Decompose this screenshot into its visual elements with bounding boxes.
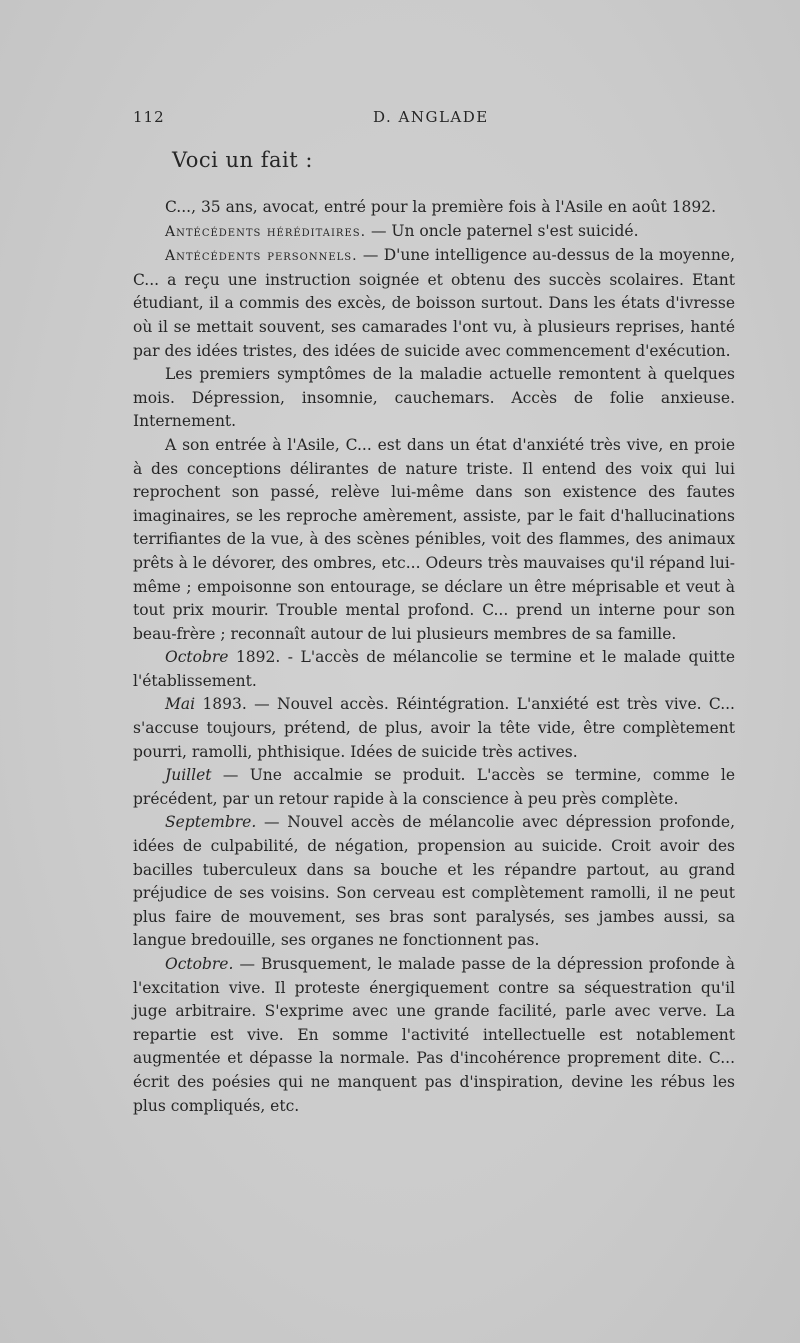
- section-lead: Antécédents personnels.: [165, 248, 358, 265]
- paragraph-case-intro: [133, 196, 735, 220]
- date-lead: Mai: [165, 695, 196, 714]
- body-text: [133, 196, 735, 1118]
- paragraph-personal: [133, 244, 735, 363]
- paragraph-text: A son entrée à l'Asile, C... est dans un état d'anxiété très vive, en proie à des conceptions délirantes de nature triste. Il entend des voix qui lui reprochent son passé, relève lui-même dans son existence des fautes imaginaires, se les reproche amèrement, assiste, par le fait d'hallucinations terrifiantes de la vue, à des scènes pénibles, voit des flammes, des animaux prêts à le dévorer, des ombres, etc... Odeurs très mauvaises qu'il répand lui-même ; empoisonne son entourage, se déclare un être méprisable et veut à tout prix mourir. Trouble mental profond. C... prend un interne pour son beau-frère ; reconnaît autour de lui plusieurs membres de sa famille.: [133, 435, 735, 643]
- paragraph-july: [133, 764, 735, 811]
- paragraph-text: — D'une intelligence au-dessus de la moyenne, C... a reçu une instruction soignée et obtenu des succès scolaires. Etant étudiant, il a commis des excès, de boisson surtout. Dans les états d'ivresse où il se mettait souvent, ses camarades l'ont vu, à plusieurs reprises, hanté par des idées tristes, des idées de suicide avec commencement d'exécution.: [133, 246, 735, 360]
- section-lead: Antécédents héréditaires.: [165, 223, 367, 240]
- page-header: [133, 108, 733, 132]
- intro-line: Voci un fait :: [172, 148, 313, 172]
- paragraph-text: — Nouvel accès de mélancolie avec dépression profonde, idées de culpabilité, de négation, propension au suicide. Croit avoir des bacilles tuberculeux dans sa bouche et les répandre partout, au grand préjudice de ses voisins. Son cerveau est complètement ramolli, il ne peut plus faire de mouvement, ses bras sont paralysés, ses jambes aussi, sa langue bredouille, ses organes ne fonctionnent pas.: [133, 813, 735, 950]
- paragraph-text: 1892. - L'accès de mélancolie se termine et le malade quitte l'établissement.: [133, 648, 735, 690]
- paragraph-admission: [133, 434, 735, 646]
- paragraph-text: — Brusquement, le malade passe de la dépression profonde à l'excitation vive. Il proteste énergiquement contre sa séquestration qu'il juge arbitraire. S'exprime avec une grande facilité, parle avec verve. La repartie est vive. En somme l'activité intellectuelle est notablement augmentée et dépasse la normale. Pas d'incohérence proprement dite. C... écrit des poésies qui ne manquent pas d'inspiration, devine les rébus les plus compliqués, etc.: [133, 955, 735, 1115]
- paragraph-text: C..., 35 ans, avocat, entré pour la première fois à l'Asile en août 1892.: [165, 198, 717, 216]
- paragraph-text: — Un oncle paternel s'est suicidé.: [366, 221, 639, 240]
- paragraph-october: [133, 953, 735, 1118]
- paragraph-may-1893: [133, 693, 735, 764]
- paragraph-text: 1893. — Nouvel accès. Réintégration. L'anxiété est très vive. C... s'accuse toujours, prétend, de plus, avoir la tête vide, être complètement pourri, ramolli, phthisique. Idées de suicide très actives.: [133, 695, 735, 761]
- paragraph-text: Les premiers symptômes de la maladie actuelle remontent à quelques mois. Dépression, insomnie, cauchemars. Accès de folie anxieuse. Internement.: [133, 365, 735, 431]
- running-head: D. ANGLADE: [373, 108, 489, 126]
- paragraph-symptoms: [133, 363, 735, 434]
- paragraph-september: [133, 811, 735, 953]
- paragraph-october-1892: [133, 646, 735, 693]
- date-lead: Octobre.: [165, 955, 234, 973]
- page-number: 112: [133, 108, 165, 126]
- paragraph-text: — Une accalmie se produit. L'accès se termine, comme le précédent, par un retour rapide à la conscience à peu près complète.: [133, 766, 735, 808]
- date-lead: Septembre.: [165, 813, 257, 832]
- paragraph-hereditary: [133, 220, 735, 245]
- date-lead: Octobre: [165, 648, 229, 667]
- date-lead: Juillet: [165, 766, 212, 785]
